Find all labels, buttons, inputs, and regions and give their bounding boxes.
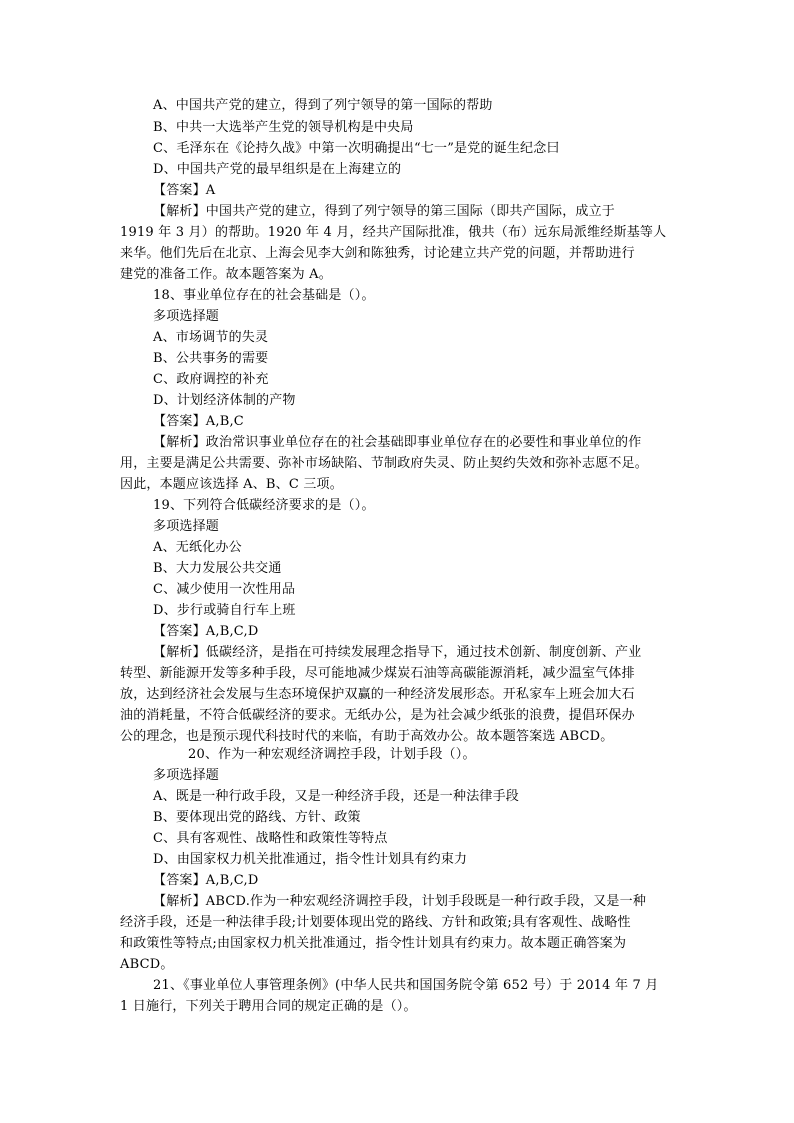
q20-analysis-line: 经济手段，还是一种法律手段;计划要体现出党的路线、方针和政策;具有客观性、战略性 — [120, 915, 631, 930]
q20-option-a: A、既是一种行政手段，又是一种经济手段，还是一种法律手段 — [153, 789, 519, 804]
q18-answer: 【答案】A,B,C — [153, 414, 244, 429]
q20-option-b: B、要体现出党的路线、方针、政策 — [153, 810, 361, 825]
q18-option-c: C、政府调控的补充 — [153, 372, 269, 387]
q19-analysis-line: 放，达到经济社会发展与生态环境保护双赢的一种经济发展形态。开私家车上班会加大石 — [120, 687, 635, 702]
q19-option-d: D、步行或骑自行车上班 — [153, 603, 296, 618]
q20-answer: 【答案】A,B,C,D — [153, 873, 259, 888]
q18-analysis-line: 用，主要是满足公共需要、弥补市场缺陷、节制政府失灵、防止契约失效和弥补志愿不足。 — [120, 456, 649, 471]
q18-type: 多项选择题 — [153, 309, 220, 324]
q20-analysis-line: 和政策性等特点;由国家权力机关批准通过，指令性计划具有约束力。故本题正确答案为 — [120, 936, 627, 951]
q18-option-d: D、计划经济体制的产物 — [153, 393, 296, 408]
q17-analysis-line: 1919 年 3 月）的帮助。1920 年 4 月，经共产国际批准，俄共（布）远东局派维经斯基等人 — [120, 225, 667, 240]
q20-option-c: C、具有客观性、战略性和政策性等特点 — [153, 831, 388, 846]
q18-option-b: B、公共事务的需要 — [153, 351, 269, 366]
q17-answer: 【答案】A — [153, 183, 216, 198]
q19-analysis-line: 公的理念，也是预示现代科技时代的来临，有助于高效办公。故本题答案选 ABCD。 — [120, 729, 614, 744]
q19-analysis-line: 【解析】低碳经济，是指在可持续发展理念指导下，通过技术创新、制度创新、产业 — [153, 645, 642, 660]
q18-analysis-line: 因此，本题应该选择 A、B、C 三项。 — [120, 477, 343, 492]
q19-analysis-line: 油的消耗量，不符合低碳经济的要求。无纸办公，是为社会减少纸张的浪费，提倡环保办 — [120, 708, 635, 723]
q20-question: 20、作为一种宏观经济调控手段，计划手段（）。 — [188, 747, 476, 762]
q21-question: 21、《事业单位人事管理条例》(中华人民共和国国务院令第 652 号）于 2014 年 7 月 — [153, 978, 659, 993]
q20-analysis-line: 【解析】ABCD.作为一种宏观经济调控手段，计划手段既是一种行政手段，又是一种 — [153, 894, 647, 909]
q18-question: 18、事业单位存在的社会基础是（）。 — [153, 288, 375, 303]
q20-option-d: D、由国家权力机关批准通过，指令性计划具有约束力 — [153, 852, 468, 867]
q21-question-continued: 1 日施行，下列关于聘用合同的规定正确的是（）。 — [120, 999, 417, 1014]
q20-type: 多项选择题 — [153, 768, 220, 783]
q17-option-c: C、毛泽东在《论持久战》中第一次明确提出“七一”是党的诞生纪念曰 — [153, 141, 560, 156]
q19-option-a: A、无纸化办公 — [153, 540, 242, 555]
q17-option-d: D、中国共产党的最早组织是在上海建立的 — [153, 162, 402, 177]
q17-analysis-line: 【解析】中国共产党的建立，得到了列宁领导的第三国际（即共产国际，成立于 — [153, 204, 616, 219]
q17-analysis-line: 来华。他们先后在北京、上海会见李大剑和陈独秀，讨论建立共产党的问题，并帮助进行 — [120, 246, 635, 261]
q17-option-a: A、中国共产党的建立，得到了列宁领导的第一国际的帮助 — [153, 98, 493, 113]
q19-type: 多项选择题 — [153, 519, 220, 534]
q17-analysis-line: 建党的准备工作。故本题答案为 A。 — [120, 267, 332, 282]
q18-option-a: A、市场调节的失灵 — [153, 330, 269, 345]
q19-question: 19、下列符合低碳经济要求的是（）。 — [153, 498, 375, 513]
q18-analysis-line: 【解析】政治常识事业单位存在的社会基础即事业单位存在的必要性和事业单位的作 — [153, 435, 642, 450]
q19-answer: 【答案】A,B,C,D — [153, 624, 259, 639]
q20-analysis-line: ABCD。 — [120, 957, 174, 972]
q17-option-b: B、中共一大选举产生党的领导机构是中央局 — [153, 120, 414, 135]
q19-option-c: C、减少使用一次性用品 — [153, 582, 296, 597]
q19-option-b: B、大力发展公共交通 — [153, 561, 282, 576]
q19-analysis-line: 转型、新能源开发等多种手段，尽可能地减少煤炭石油等高碳能源消耗，减少温室气体排 — [120, 666, 635, 681]
